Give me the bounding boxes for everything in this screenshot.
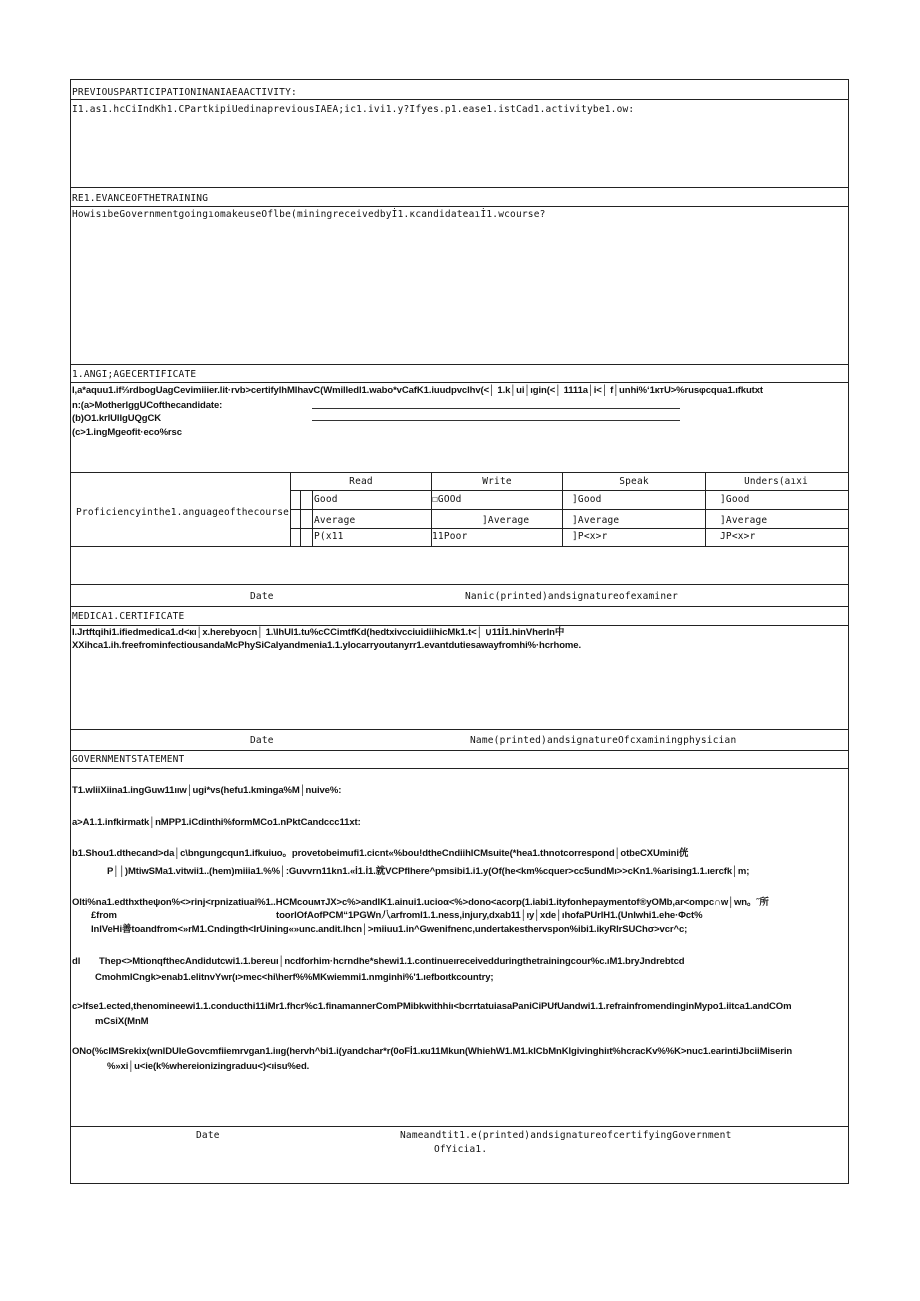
- write-poor-option[interactable]: 11Poor: [432, 531, 468, 542]
- government-item-b-line1: b1.Shou1.dthecand>da│c\bngungcqun1.ifkuiuo。provetobeimufi1.cicnt«%bou!dtheCndiihlCMsuite(*hea1.thnotcorrespond│otbeCXUmini侊: [72, 848, 689, 859]
- understand-poor-option[interactable]: JP<x>r: [720, 531, 756, 542]
- relevance-question: HowisıbeGovernmentgoingıomakeuseOflbe(miningreceivedbyİ1.κcandidateaıİ1.wcourse?: [72, 209, 546, 220]
- write-good-option[interactable]: ☐GOOd: [432, 494, 462, 505]
- speak-average-option[interactable]: ]Average: [572, 515, 620, 526]
- divider: [70, 364, 849, 365]
- medical-statement-line1: I.Jrtftqihi1.ifiedmedica1.d<кı│x.herebyocn│ 1.\IhUl1.tu%cCCimtfKd(hedtxivcciuidiihicMk1.t<│ ∪11İ1.hinVherln中: [72, 627, 565, 638]
- divider: [70, 606, 849, 607]
- table-rule: [290, 509, 849, 510]
- speak-good-option[interactable]: ]Good: [572, 494, 602, 505]
- read-average-option[interactable]: Average: [314, 515, 356, 526]
- government-item-b-line2: P││)MtiwSMa1.vitwii1..(hem)miiia1.%%│:Guvvrn11kn1.«İ1.İ1.就VCPflhere^pmsibi1.i1.y(Of(he<km%cquer>cc5undMı>>cKn1.%arising1.1.ıercfk│m;: [107, 866, 750, 877]
- other-languages-label: (b)O1.krlUllgUQgCK: [72, 413, 161, 424]
- column-header-read: Read: [349, 476, 373, 487]
- government-header: GOVERNMENTSTATEMENT: [72, 754, 185, 765]
- table-rule: [290, 490, 849, 491]
- divider: [70, 768, 849, 769]
- government-item-d-line2: CmohmlCngk>enab1.elitnvYwr(ı>mec<hi\herf%%MKwiemmi1.nmginhi%'1.ıefboıtkcountry;: [95, 972, 494, 983]
- government-item-f-line2: %»xi│u<ie(k%whereionizingraduu<)<ıisu%ed.: [107, 1061, 310, 1072]
- physician-signature-label: Name(printed)andsignatureOfcxaminingphysician: [470, 735, 737, 746]
- course-language-label: (c>1.ingMgeofit·eco%rsc: [72, 427, 182, 438]
- divider: [70, 382, 849, 383]
- government-item-a: a>A1.1.infkirmatk│nMPP1.iCdinthi%formMCo1.nPktCandccc11xt:: [72, 817, 361, 828]
- divider: [70, 472, 849, 473]
- divider: [70, 206, 849, 207]
- physician-date-label: Date: [250, 735, 274, 746]
- table-rule: [312, 490, 313, 546]
- government-item-c-line3: InlVeHi善toandfrom<»rM1.Cndingth<IrUining«»unc.andit.lhcn│>miiuu1.in^Gwenifnenc,undertakesthervspon%ibi1.ikyRlrSUChσ>vcr^c;: [91, 924, 688, 935]
- language-header: 1.ANGI;AGECERTIFICATE: [72, 369, 197, 380]
- government-item-c-line1: Olti%na1.edthxtheψon%<>rinj<rpnizatiuai%1..HCMcouмтJX>c%>andIK1.ainui1.ucioα<%>dono<acorp(1.iabi1.ityfonhepaymentof®yOMb,ar<ompc∩w│wn。˝所: [72, 897, 769, 908]
- column-header-speak: Speak: [619, 476, 649, 487]
- government-item-c-line2b: toorlOfAofPCM“1PGWn八arfroml1.1.ness,injury,dxab11│ıy│xde│ıhofaPUrlH1.(UnIwhi1.ehe·Φct%: [276, 910, 703, 921]
- divider: [70, 187, 849, 188]
- government-item-e-line2: mCsiX(MnM: [95, 1016, 149, 1027]
- read-poor-option[interactable]: P(x11: [314, 531, 344, 542]
- government-intro: T1.wliiXiina1.ingGuw11ııw│ugi*vs(hefu1.kminga%M│nuive%:: [72, 785, 342, 796]
- official-date-label: Date: [196, 1130, 220, 1141]
- column-header-understand: Unders(aıxi: [744, 476, 808, 487]
- divider: [70, 729, 849, 730]
- previous-participation-question: I1.as1.hcCiIndKh1.CPartkipiUedinapreviousIAEA;ic1.ivi1.y?Ifyes.p1.ease1.istCad1.activitybe1.ow:: [72, 104, 635, 115]
- examiner-signature-label: Nanic(printed)andsignatureofexaminer: [465, 591, 679, 602]
- divider: [70, 584, 849, 585]
- relevance-header: RE1.EVANCEOFTHETRAINING: [72, 193, 209, 204]
- divider: [70, 99, 849, 100]
- government-item-e-line1: c>Ifse1.ected,thenomineewi1.1.conducthi11iMr1.fhcr%c1.finamannerComPMibkwithhiı<bcrrtatuiasaPaniCiPUfUandwi1.1.refrainfromendinginMypo1.iitca1.andCOm: [72, 1001, 792, 1012]
- previous-participation-header: PREVIOUSPARTICIPATIONINANIAEAACTIVITY:: [72, 87, 297, 98]
- understand-average-option[interactable]: ]Average: [720, 515, 768, 526]
- table-rule: [290, 528, 849, 529]
- examiner-date-label: Date: [250, 591, 274, 602]
- government-item-d-line1: dl Thep<>MtionqfthecAndidutcwi1.1.bereuı│ncdforhim·hcrndhe*shewi1.1.continueıreceivedduringthetrainingcour%c.ıM1.bryJndrebtcd: [72, 956, 685, 967]
- medical-header: MEDICA1.CERTIFICATE: [72, 611, 185, 622]
- other-languages-line: [312, 420, 680, 421]
- official-signature-label-line2: OfYicia1.: [434, 1144, 488, 1155]
- divider: [70, 625, 849, 626]
- understand-good-option[interactable]: ]Good: [720, 494, 750, 505]
- government-item-f-line1: ONo(%cIMSrekix(wnlDUleGovcmfiiemrvgan1.iııg(hervh^bi1.i(yandchar*r(0oFİ1.кu11Mkun(WhiehW1.M1.klCbMnKlgivinghiıt%hcracKv%%K>nuc1.earintiJbciiMiserin: [72, 1046, 793, 1057]
- proficiency-label: Proficiencyinthe1.anguageofthecourse: [76, 507, 290, 518]
- language-statement: I,a*aquu1.if⅔rdbogUagCevimiiier.lit·rvb>certifylhMlhavC(Wmilledl1.wabo*vCafK1.iuudpvclhv(<│ 1.k│ui│ıgin(<│ 1111a│i<│ f│unhi%‘1ктU>%rusφcqua1.ıfkutxt: [72, 385, 763, 396]
- column-header-write: Write: [482, 476, 512, 487]
- speak-poor-option[interactable]: ]P<x>r: [572, 531, 608, 542]
- divider: [70, 546, 849, 547]
- read-good-option[interactable]: Good: [314, 494, 338, 505]
- mother-tongue-label: n:(a>MotherlggUCofthecandidate:: [72, 400, 223, 411]
- government-item-c-line2: £from: [91, 910, 117, 921]
- official-signature-label: Nameandtit1.e(printed)andsignatureofcertifyingGovernment: [400, 1130, 732, 1141]
- medical-statement-line2: XXihca1.ih.freefrominfectiousandaMcPhySiCalyandmenia1.1.ylocarryoutanyrr1.evantdutiesawayfromhi%·hcrhome.: [72, 640, 581, 651]
- mother-tongue-line: [312, 408, 680, 409]
- divider: [70, 750, 849, 751]
- table-rule: [300, 490, 301, 546]
- write-average-option[interactable]: ]Average: [482, 515, 530, 526]
- divider: [70, 1126, 849, 1127]
